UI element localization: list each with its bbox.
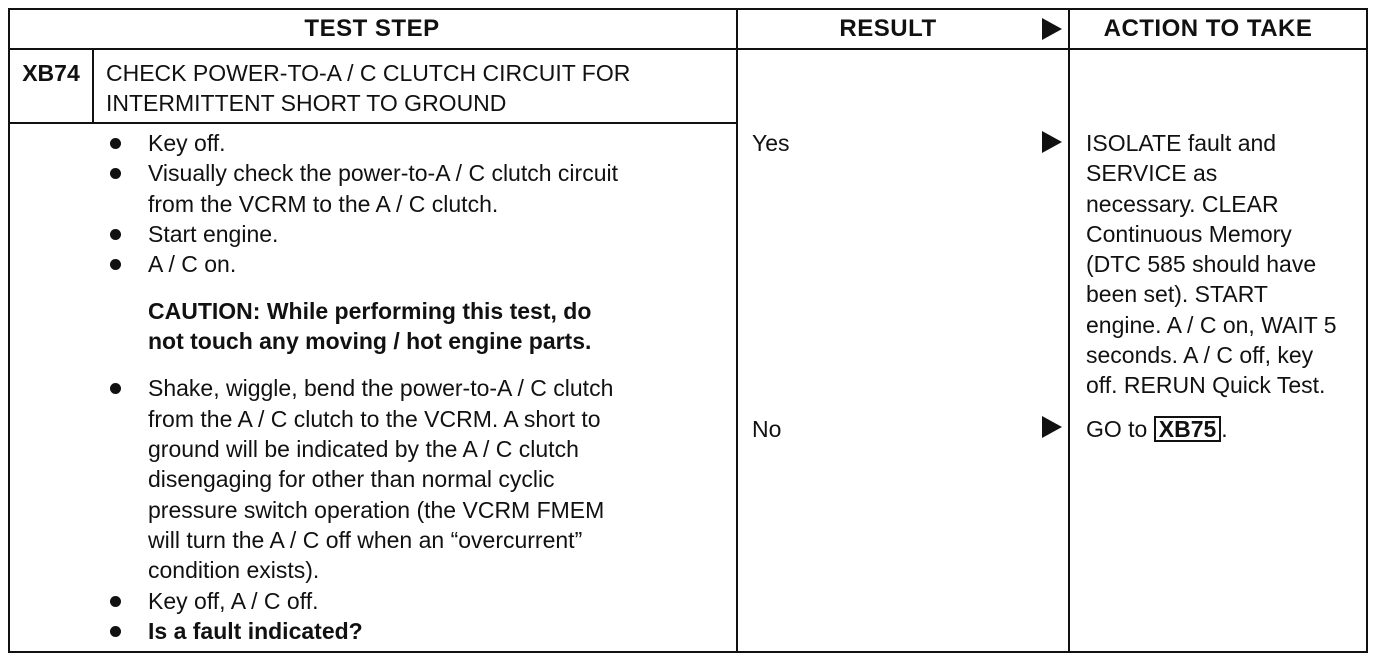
bullet-icon	[110, 138, 121, 149]
col-divider-result	[736, 8, 738, 653]
title-divider	[8, 122, 738, 124]
step-reference-link[interactable]: XB75	[1154, 416, 1222, 442]
list-item: Visually check the power-to-A / C clutch circuit from the VCRM to the A / C clutch.	[102, 158, 732, 219]
list-item: Key off, A / C off.	[102, 586, 732, 616]
bullet-icon	[110, 596, 121, 607]
header-test-step: TEST STEP	[304, 15, 440, 42]
result-yes-arrow-icon	[1042, 131, 1062, 153]
step-code: XB74	[22, 60, 80, 86]
result-yes: Yes	[752, 130, 790, 156]
step-title-line: CHECK POWER-TO-A / C CLUTCH CIRCUIT FOR	[106, 60, 631, 86]
list-item-question: Is a fault indicated?	[102, 616, 732, 646]
bullet-icon	[110, 626, 121, 637]
header-arrow-icon	[1042, 18, 1062, 40]
step-title	[106, 58, 726, 118]
step-title-line: INTERMITTENT SHORT TO GROUND	[106, 90, 507, 116]
bullet-icon	[110, 168, 121, 179]
result-no-arrow-icon	[1042, 416, 1062, 438]
list-item: Shake, wiggle, bend the power-to-A / C clutch from the A / C clutch to the VCRM. A short to ground will be indicated by the A / C clutch disengaging for other than normal cyclic pressure switch operation (the VCRM FMEM will turn the A / C off when an “overcurrent” condition exists).	[102, 373, 732, 585]
code-divider	[92, 48, 94, 124]
result-no: No	[752, 416, 782, 442]
header-action: ACTION TO TAKE	[1103, 15, 1313, 42]
bullet-icon	[110, 259, 121, 270]
caution-note: CAUTION: While performing this test, do not touch any moving / hot engine parts.	[148, 298, 592, 355]
list-item: A / C on.	[102, 249, 732, 279]
procedure-list	[102, 128, 732, 646]
list-item: Key off.	[102, 128, 732, 158]
bullet-icon	[110, 229, 121, 240]
list-item: Start engine.	[102, 219, 732, 249]
action-no: GO to XB75 .	[1086, 416, 1228, 442]
action-yes: ISOLATE fault and SERVICE as necessary. CLEAR Continuous Memory (DTC 585 should have been set). START engine. A / C on, WAIT 5 seconds. A / C off, key off. RERUN Quick Test.	[1086, 130, 1337, 399]
bullet-icon	[110, 383, 121, 394]
col-divider-action	[1068, 8, 1070, 653]
header-result: RESULT	[839, 15, 937, 42]
